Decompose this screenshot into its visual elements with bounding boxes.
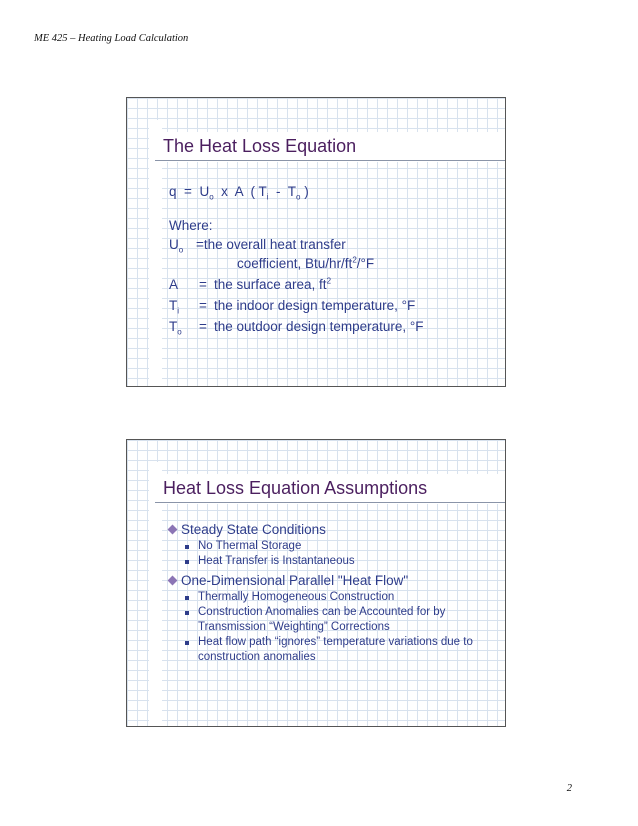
sub-bullet-item: No Thermal Storage (165, 539, 499, 554)
sub-bullet-item: Thermally Homogeneous Construction (165, 590, 499, 605)
square-bullet-icon (185, 596, 189, 600)
heat-loss-equation: $q = U_o$ x A ( $T_i - T_o$ ) (169, 184, 309, 202)
square-bullet-icon (185, 641, 189, 645)
slide-heat-loss-equation (126, 97, 506, 387)
slide-body (169, 182, 499, 338)
bullet-item: Steady State Conditions (165, 520, 499, 539)
slide-title: The Heat Loss Equation (163, 136, 357, 156)
diamond-bullet-icon (168, 576, 178, 586)
slide-body (165, 518, 499, 665)
slide-title: Heat Loss Equation Assumptions (163, 478, 428, 498)
to-definition: $T_o$ = the outdoor design temperature, °F (169, 319, 424, 337)
square-bullet-icon (185, 560, 189, 564)
running-header: ME 425 – Heating Load Calculation (34, 33, 189, 44)
sub-bullet-item: Heat flow path “ignores” temperature variations due to construction anomalies (165, 635, 499, 665)
bullet-item: One-Dimensional Parallel "Heat Flow" (165, 571, 499, 590)
sub-bullet-item: Construction Anomalies can be Accounted for by Transmission “Weighting” Corrections (165, 605, 499, 635)
title-rule (155, 160, 505, 161)
square-bullet-icon (185, 611, 189, 615)
diamond-bullet-icon (168, 525, 178, 535)
where-label: Where: (169, 218, 213, 233)
page-number: 2 (566, 783, 572, 794)
sub-bullet-item: Heat Transfer is Instantaneous (165, 554, 499, 569)
uo-definition: $U_o$ = the overall heat transfer (169, 237, 346, 255)
title-rule (155, 502, 505, 503)
slide-assumptions (126, 439, 506, 727)
uo-definition-continued: coefficient, Btu/$hr/ft^2/^\circ F$ (237, 255, 375, 271)
ti-definition: $T_i$ = the indoor design temperature, °F (169, 298, 416, 316)
a-definition: A = the surface area, $ft^2$ (169, 276, 332, 292)
square-bullet-icon (185, 545, 189, 549)
